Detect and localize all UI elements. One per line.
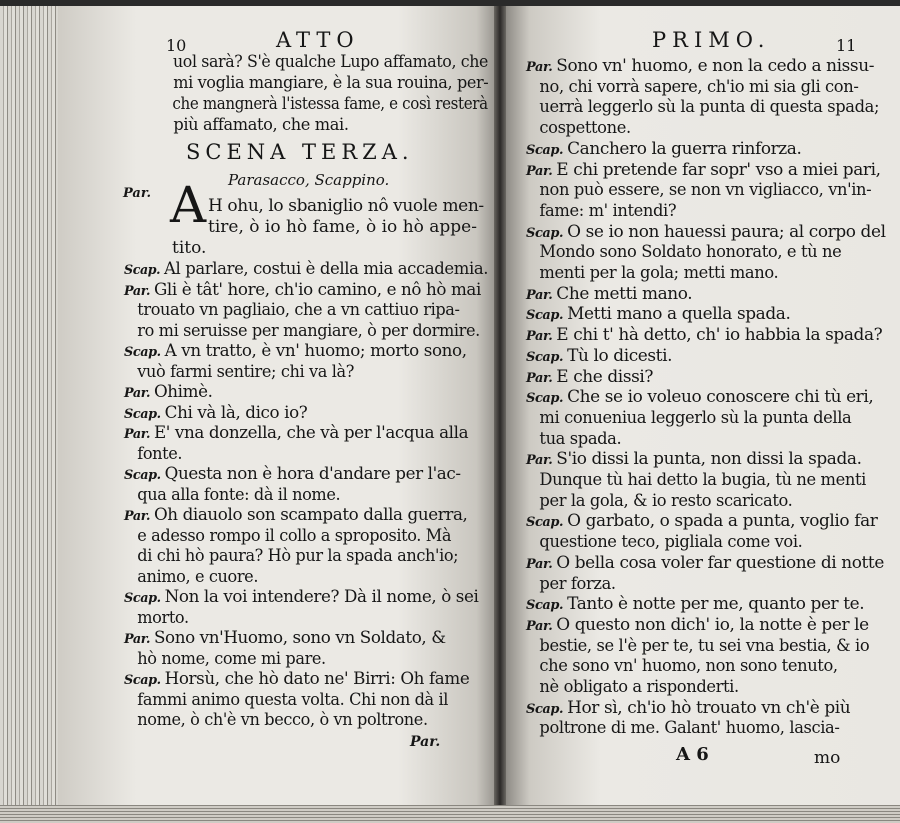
line-text: Ohimè. xyxy=(153,382,213,402)
line-text: bestie, se l'è per te, tu sei vna bestia, & io xyxy=(539,635,870,656)
page-number: 11 xyxy=(836,36,857,55)
text-line xyxy=(526,408,894,428)
line-text: che sono vn' huomo, non sono tenuto, xyxy=(539,656,838,677)
speaker-tag: Scap. xyxy=(526,391,564,407)
line-text: fammi animo questa volta. Chi non dà il xyxy=(137,689,449,710)
text-line xyxy=(124,587,488,609)
catchword: Par. xyxy=(410,734,441,750)
line-text: Horsù, che hò dato ne' Birri: Oh fame xyxy=(164,669,470,689)
line-text: nè obligato a risponderti. xyxy=(539,677,739,697)
line-text: fame: m' intendi? xyxy=(539,200,677,221)
page-block-edges xyxy=(0,6,58,805)
text-line xyxy=(526,387,894,409)
speaker-tag: Par. xyxy=(526,370,553,386)
line-text: menti per la gola; metti mano. xyxy=(539,263,779,283)
speaker-tag: Par. xyxy=(526,163,553,179)
line-text: Canchero la guerra rinforza. xyxy=(567,138,802,159)
line-text: nome, ò ch'è vn becco, ò vn poltrone. xyxy=(137,710,428,730)
speaker-tag: Par. xyxy=(124,386,151,401)
text-line xyxy=(526,677,894,697)
line-text: mi voglia mangiare, è la sua rouina, per- xyxy=(173,73,489,93)
text-line xyxy=(124,526,488,546)
text-line xyxy=(526,77,894,97)
line-text: morto. xyxy=(137,607,189,628)
signature-mark: A 6 xyxy=(676,744,709,765)
line-text: qua alla fonte: dà il nome. xyxy=(137,484,341,505)
text-line xyxy=(124,669,488,691)
text-line xyxy=(124,567,488,587)
text-line xyxy=(526,56,894,78)
catchword: mo xyxy=(814,748,841,768)
line-text: Dunque tù hai detto la bugia, tù ne menti xyxy=(539,470,866,490)
text-line xyxy=(526,594,894,616)
page-number: 10 xyxy=(166,36,187,55)
line-text: Che metti mano. xyxy=(556,283,693,304)
text-line xyxy=(526,718,894,738)
running-head: PRIMO. xyxy=(652,28,771,52)
line-text: O se io non hauessi paura; al corpo del xyxy=(567,221,886,242)
text-line xyxy=(124,341,488,363)
text-line xyxy=(526,491,894,511)
text-line xyxy=(526,346,894,368)
text-line xyxy=(124,362,488,382)
text-line xyxy=(160,73,489,93)
book-gutter xyxy=(494,6,506,805)
speaker-tag: Scap. xyxy=(124,406,161,422)
speaker-tag: Scap. xyxy=(526,142,564,158)
text-line xyxy=(124,608,488,628)
line-text: A vn tratto, è vn' huomo; morto sono, xyxy=(164,341,467,361)
speaker-tag: Scap. xyxy=(124,673,161,688)
speaker-tag: Par. xyxy=(526,287,553,303)
text-line: tito. xyxy=(172,238,207,258)
line-text: trouato vn pagliaio, che a vn cattiuo ripa- xyxy=(137,300,460,320)
line-text: e adesso rompo il collo a sproposito. Mà xyxy=(137,525,452,546)
speaker-tag: Par. xyxy=(526,556,553,572)
text-line xyxy=(526,470,894,490)
text-line xyxy=(526,429,894,449)
running-head: ATTO xyxy=(276,28,360,52)
line-text: vuò farmi sentire; chi va là? xyxy=(137,361,354,382)
line-text: O bella cosa voler far questione di notte xyxy=(556,552,884,573)
speaker-tag: Par. xyxy=(124,632,151,647)
line-text: mi conueniua leggerlo sù la punta della xyxy=(539,407,852,428)
speaker-tag: Par. xyxy=(124,427,151,442)
text-line: H ohu, lo sbaniglio nô vuole men- xyxy=(208,196,484,216)
text-line xyxy=(526,553,894,575)
line-text: poltrone di me. Galant' huomo, lascia- xyxy=(539,718,840,739)
text-line xyxy=(526,636,894,656)
text-line xyxy=(526,160,894,182)
speaker-tag: Scap. xyxy=(124,345,161,360)
text-line xyxy=(124,710,488,730)
speaker-tag: Par. xyxy=(526,618,553,634)
line-text: tua spada. xyxy=(539,428,622,449)
line-text: Mondo sono Soldato honorato, e tù ne xyxy=(539,242,842,263)
scene-characters: Parasacco, Scappino. xyxy=(228,171,390,189)
text-line xyxy=(526,263,894,283)
text-line xyxy=(526,180,894,200)
text-line xyxy=(526,97,894,117)
right-page xyxy=(506,6,900,805)
text-line xyxy=(526,201,894,221)
text-line xyxy=(124,464,488,486)
text-line xyxy=(526,532,894,552)
text-line xyxy=(124,628,488,650)
text-line xyxy=(124,546,488,566)
speaker-tag: Scap. xyxy=(124,263,161,278)
line-text: Oh diauolo son scampato dalla guerra, xyxy=(153,505,468,525)
text-line xyxy=(526,139,894,161)
line-text: O questo non dich' io, la notte è per le xyxy=(556,614,869,635)
text-line xyxy=(526,511,894,533)
text-line xyxy=(124,403,488,425)
line-text: ro mi seruisse per mangiare, ò per dormire. xyxy=(137,320,480,341)
text-line xyxy=(526,698,894,720)
text-line xyxy=(526,118,894,138)
text-line xyxy=(124,259,489,281)
line-text: più affamato, che mai. xyxy=(173,115,349,135)
text-line xyxy=(160,115,488,135)
text-line xyxy=(526,367,894,389)
line-text: Al parlare, costui è della mia accademia. xyxy=(164,259,489,279)
speaker-tag: Par. xyxy=(124,509,151,524)
speaker-tag: Scap. xyxy=(526,598,564,614)
speaker-tag: Par. xyxy=(526,453,553,469)
speaker-tag: Scap. xyxy=(526,701,564,717)
text-line xyxy=(526,615,894,637)
text-line xyxy=(124,485,488,505)
speaker-tag: Par. xyxy=(526,60,553,75)
text-line xyxy=(526,574,894,594)
text-line xyxy=(526,449,894,471)
text-line xyxy=(124,505,488,527)
line-text: cospettone. xyxy=(539,118,631,139)
text-line xyxy=(526,304,894,326)
line-text: E chi pretende far sopr' vso a miei pari, xyxy=(556,159,881,180)
speaker-tag: Scap. xyxy=(124,468,161,483)
line-text: per forza. xyxy=(539,573,616,594)
text-line xyxy=(124,382,488,404)
text-line xyxy=(124,300,488,320)
line-text: di chi hò paura? Hò pur la spada anch'io; xyxy=(137,546,459,566)
line-text: E' vna donzella, che và per l'acqua alla xyxy=(153,423,469,443)
speaker-tag: Scap. xyxy=(526,308,564,324)
line-text: uol sarà? S'è qualche Lupo affamato, che xyxy=(173,52,488,72)
speaker-tag: Par. xyxy=(124,283,151,299)
text-line xyxy=(124,690,488,710)
text-line xyxy=(526,325,894,347)
left-page xyxy=(58,6,494,805)
drop-cap: A xyxy=(170,176,207,234)
line-text: per la gola, & io resto scaricato. xyxy=(539,490,793,511)
text-line xyxy=(526,656,894,676)
speaker-tag: Par. xyxy=(526,329,553,345)
speaker-tag: Scap. xyxy=(526,515,564,531)
line-text: fonte. xyxy=(137,443,183,464)
line-text: Sono vn'Huomo, sono vn Soldato, & xyxy=(153,628,446,648)
line-text: O garbato, o spada a punta, voglio far xyxy=(567,511,878,532)
text-line xyxy=(124,423,488,445)
speaker-tag: Par. xyxy=(123,186,152,201)
speaker-tag: Scap. xyxy=(526,349,564,365)
line-text: animo, e cuore. xyxy=(137,566,259,587)
line-text: Tù lo dicesti. xyxy=(567,345,673,366)
text-line xyxy=(160,52,488,72)
line-text: no, chi vorrà sapere, ch'io mi sia gli con- xyxy=(539,76,859,97)
line-text: E che dissi? xyxy=(556,366,654,387)
speaker-tag: Scap. xyxy=(124,591,161,606)
line-text: Tanto è notte per me, quanto per te. xyxy=(567,594,865,615)
speaker-tag: Scap. xyxy=(526,225,564,241)
line-text: Sono vn' huomo, e non la cedo a nissu- xyxy=(556,56,875,76)
line-text: non può essere, se non vn vigliacco, vn'in- xyxy=(539,180,872,201)
text-line xyxy=(526,222,894,244)
line-text: Questa non è hora d'andare per l'ac- xyxy=(164,464,461,484)
text-line xyxy=(124,321,488,341)
text-line xyxy=(124,649,488,669)
line-text: Gli è tât' hore, ch'io camino, e nô hò mai xyxy=(153,279,481,300)
text-line xyxy=(124,444,488,464)
line-text: questione teco, pigliala come voi. xyxy=(539,532,803,553)
line-text: S'io dissi la punta, non dissi la spada. xyxy=(556,449,862,470)
line-text: E chi t' hà detto, ch' io habbia la spada? xyxy=(556,325,883,346)
line-text: hò nome, come mi pare. xyxy=(137,648,326,669)
line-text: uerrà leggerlo sù la punta di questa spada; xyxy=(539,97,880,118)
line-text: Che se io voleuo conoscere chi tù eri, xyxy=(567,387,874,408)
line-text: Hor sì, ch'io hò trouato vn ch'è più xyxy=(567,697,851,718)
line-text: Non la voi intendere? Dà il nome, ò sei xyxy=(164,587,479,607)
line-text: Metti mano a quella spada. xyxy=(567,304,791,325)
line-text: Chi và là, dico io? xyxy=(164,402,308,423)
text-line xyxy=(160,94,488,114)
text-line xyxy=(526,242,894,262)
book-bottom-edge xyxy=(0,805,900,823)
text-line xyxy=(526,284,894,306)
scene-title: SCENA TERZA. xyxy=(186,140,414,164)
line-text: che mangnerà l'istessa fame, e così resterà xyxy=(172,94,488,114)
text-line xyxy=(124,280,488,302)
text-line: tire, ò io hò fame, ò io hò appe- xyxy=(208,217,477,237)
